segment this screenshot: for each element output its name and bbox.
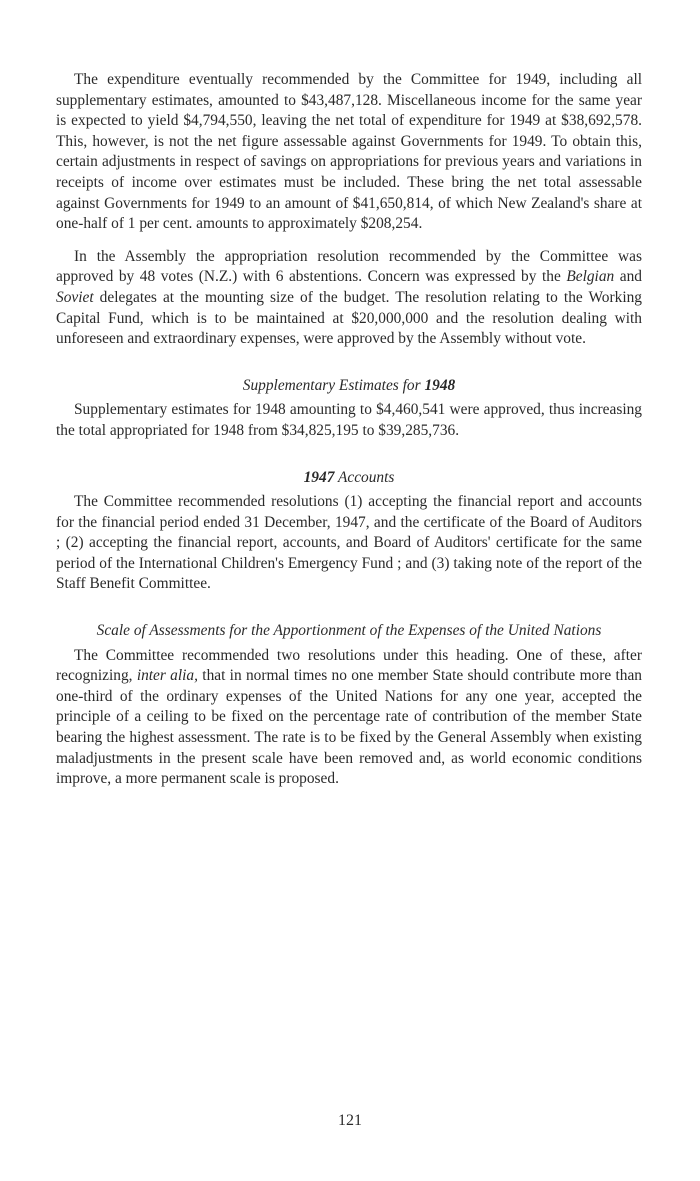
text-run: The Committee recommended two resolutions under this heading. One of these, after recognizing, <box>56 646 642 685</box>
text-run: In the Assembly the appropriation resolution recommended by the Committee was approved by 48 votes (N.Z.) with 6 abstentions. Concern was expressed by the <box>56 247 642 286</box>
paragraph-1947-accounts: The Committee recommended resolutions (1) accepting the financial report and accounts for the financial period ended 31 December, 1947, and the certificate of the Board of Auditors ; (2) accepting the financial report, accounts, and Board of Auditors' certificate for the same period of the International Children's Emergency Fund ; and (3) taking note of the report of the Staff Benefit Committee. <box>56 493 642 593</box>
italic-inter-alia: inter alia, <box>136 667 198 685</box>
page-number: 121 <box>338 1112 362 1129</box>
text-run: and <box>614 268 642 286</box>
italic-soviet: Soviet <box>56 288 94 306</box>
heading-supplementary-estimates <box>56 376 642 397</box>
heading-scale-of-assessments: Scale of Assessments for the Apportionment of the Expenses of the United Nations <box>96 622 602 640</box>
heading-year: 1948 <box>424 376 456 394</box>
text-run: delegates at the mounting size of the budget. The resolution relating to the Working Capital Fund, which is to be maintained at $20,000,000 and the resolution dealing with unforeseen and extraordinary expenses, were approved by the Assembly without vote. <box>56 288 642 348</box>
italic-belgian: Belgian <box>566 268 615 286</box>
heading-year: 1947 <box>303 468 335 486</box>
text-run: that in normal times no one member State should contribute more than one-third of the ordinary expenses of the United Nations for any one year, accepted the principle of a ceiling to be fixed on the percentage rate of contribution of the member State bearing the highest assessment. The rate is to be fixed by the General Assembly when existing maladjustments in the present scale have been removed and, as world economic conditions improve, a more permanent scale is proposed. <box>56 667 642 788</box>
paragraph-assembly-appropriation <box>56 247 642 350</box>
heading-1947-accounts <box>56 468 642 489</box>
paragraph-scale-of-assessments <box>56 646 642 790</box>
heading-text: Accounts <box>334 468 395 486</box>
paragraph-supplementary-estimates: Supplementary estimates for 1948 amounting to $4,460,541 were approved, thus increasing the total appropriated for 1948 from $34,825,195 to $39,285,736. <box>56 401 642 439</box>
heading-text: Supplementary Estimates for <box>242 376 425 394</box>
paragraph-expenditure-1949: The expenditure eventually recommended by the Committee for 1949, including all supplementary estimates, amounted to $43,487,128. Miscellaneous income for the same year is expected to yield $4,794,550, leaving the net total of expenditure for 1949 at $38,692,578. This, however, is not the net figure assessable against Governments for 1949. To obtain this, certain adjustments in respect of savings on appropriations for previous years and variations in receipts of income over estimates must be included. These bring the net total assessable against Governments for 1949 to an amount of $41,650,814, of which New Zealand's share at one-half of 1 per cent. amounts to approximately $208,254. <box>56 71 642 233</box>
